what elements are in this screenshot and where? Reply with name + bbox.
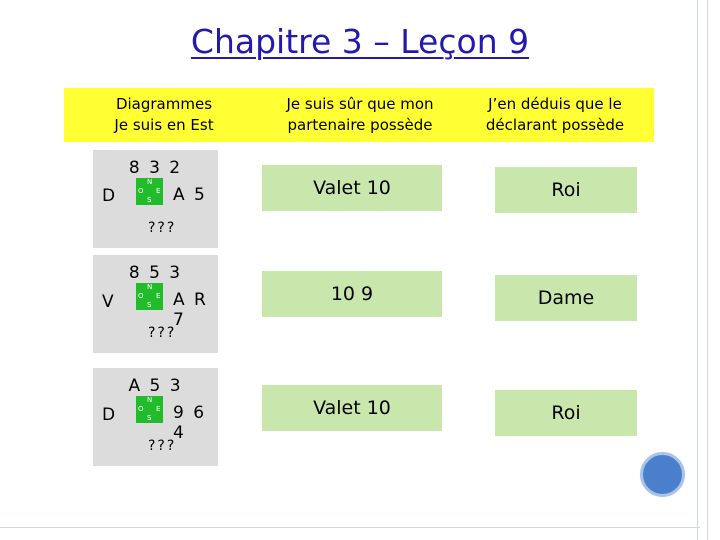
frame-line-bottom xyxy=(0,527,700,528)
north-cards-2: 8 5 3 xyxy=(128,263,183,283)
compass-e: E xyxy=(156,405,161,413)
partner-answer-2: 10 9 xyxy=(262,271,442,317)
unknown-cards-2: ??? xyxy=(148,325,177,341)
slide-title: Chapitre 3 – Leçon 9 xyxy=(190,22,530,61)
declarer-answer-1: Roi xyxy=(495,167,637,213)
compass-icon xyxy=(136,283,163,310)
unknown-cards-3: ??? xyxy=(148,438,177,454)
slide-nav-circle[interactable] xyxy=(640,452,685,497)
header-declarer xyxy=(456,88,654,142)
east-cards-1: A 5 xyxy=(173,185,207,205)
north-cards-3: A 5 3 xyxy=(128,376,183,396)
compass-o: O xyxy=(138,405,144,413)
declarer-answer-2: Dame xyxy=(495,275,637,321)
compass-o: O xyxy=(138,292,144,300)
east-cards-3: 9 6 4 xyxy=(173,403,207,443)
contract-letter-2: V xyxy=(102,292,114,312)
compass-s: S xyxy=(147,301,152,309)
compass-o: O xyxy=(138,187,144,195)
header-partner-line1: Je suis sûr que mon xyxy=(286,95,434,113)
compass-s: S xyxy=(147,196,152,204)
compass-icon xyxy=(136,178,163,205)
declarer-answer-3: Roi xyxy=(495,390,637,436)
compass-e: E xyxy=(156,292,161,300)
contract-letter-1: D xyxy=(102,186,116,206)
header-declarer-line1: J’en déduis que le xyxy=(488,95,622,113)
header-declarer-line2: déclarant possède xyxy=(485,116,625,134)
compass-e: E xyxy=(156,187,161,195)
header-partner xyxy=(264,88,456,142)
header-diagrams-line1: Diagrammes xyxy=(115,95,213,113)
partner-answer-1: Valet 10 xyxy=(262,165,442,211)
east-cards-2: A R 7 xyxy=(173,290,208,330)
unknown-cards-1: ??? xyxy=(148,220,177,236)
partner-answer-3: Valet 10 xyxy=(262,385,442,431)
compass-s: S xyxy=(147,414,152,422)
frame-line-right-2 xyxy=(707,0,708,540)
contract-letter-3: D xyxy=(102,405,116,425)
frame-line-right xyxy=(697,0,698,540)
compass-n: N xyxy=(147,178,153,186)
compass-n: N xyxy=(147,396,153,404)
compass-icon xyxy=(136,396,163,423)
compass-n: N xyxy=(147,283,153,291)
header-partner-line2: partenaire possède xyxy=(287,116,433,134)
header-diagrams-line2: Je suis en Est xyxy=(114,116,214,134)
north-cards-1: 8 3 2 xyxy=(128,158,183,178)
header-diagrams xyxy=(64,88,264,142)
